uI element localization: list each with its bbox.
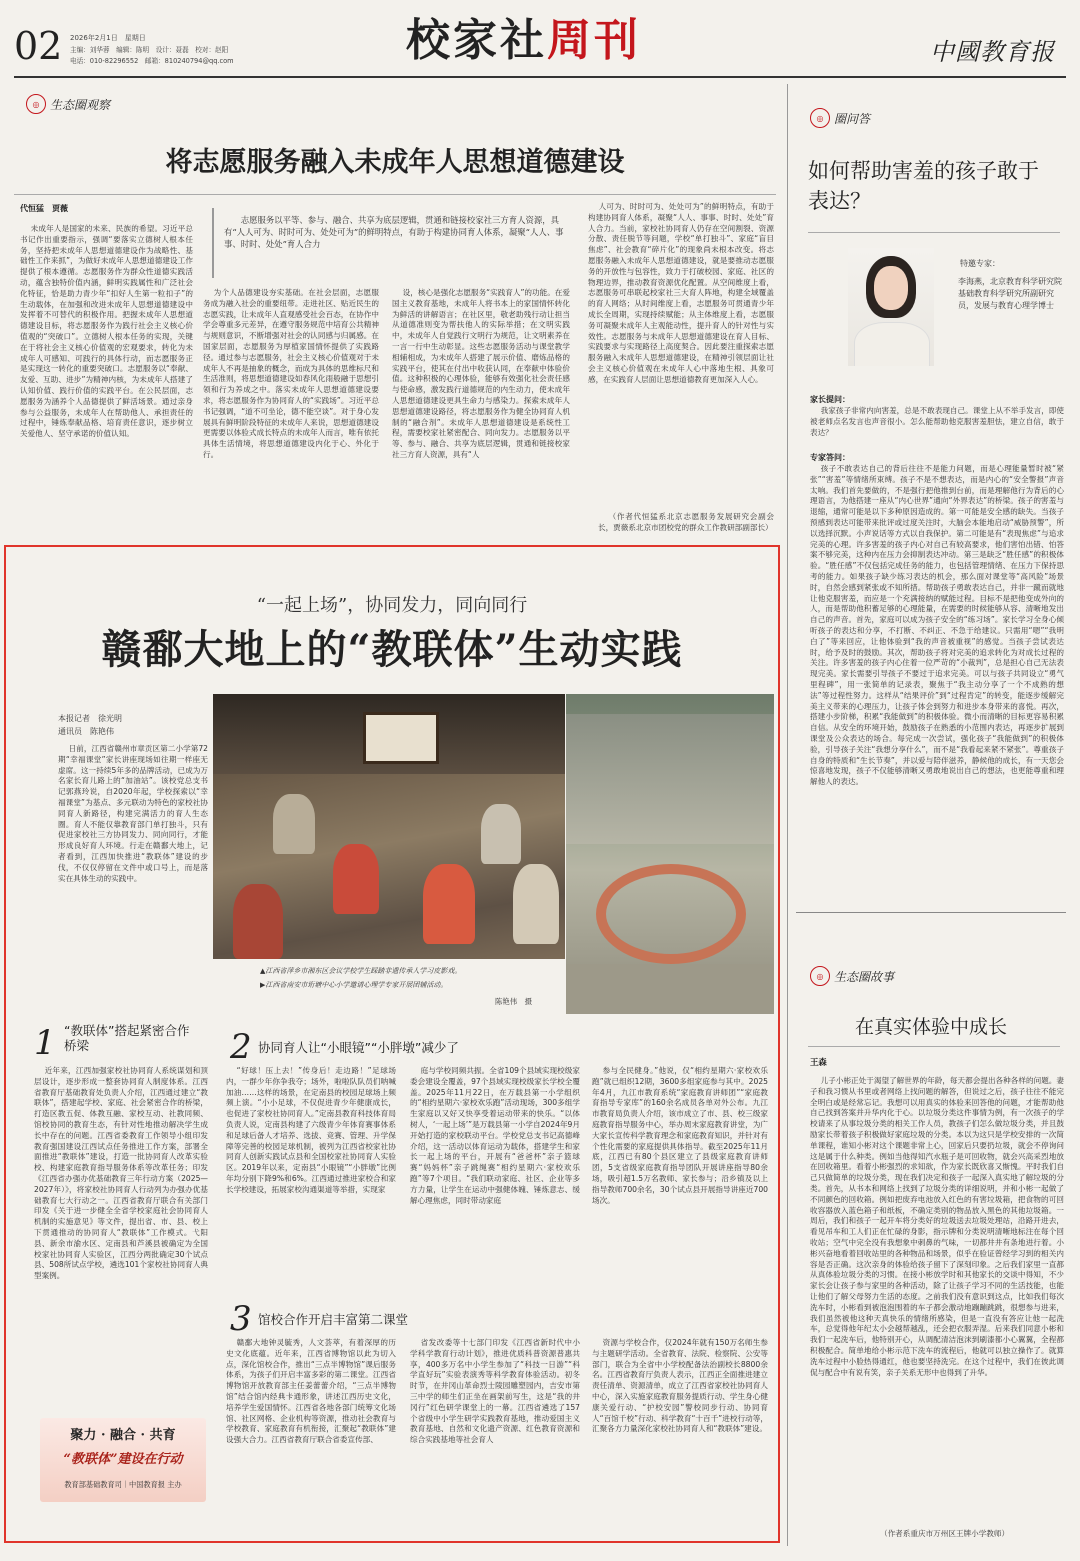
section-3-col-2-text: 省发改委等十七部门印发《江西省新时代中小学科学教育行动计划》，推进优质科普资源普惠共享，400多万名中小学生参加了“科技一日游”“科学直好玩”实验表演秀等科学教育体验活动。初冬时节，在井冈山革命烈士陵园雕塑园内，吉安市第三中学的师生们正坐在画架前写生，这是“我的井冈行”红色研学课堂上的一幕。江西省遴选了157个省级中小学生研学实践教育基地，推动爱国主义教育基地、自然和文化遗产资源、红色教育资源和综合实践基地等社会育人 [410,1338,580,1445]
banner-line-1: 聚力 · 融合 · 共育 [70,1428,176,1443]
article-authors: 代恒猛 贾薇 [20,204,68,213]
eco-circle-icon: ◎ [810,108,830,128]
photo-caption-1: ▲江西省萍乡市湘东区会议学校学生踩踏非遗传承人学习皮影戏。 [260,967,462,975]
question-label: 家长提问： [810,395,850,404]
section-2-col-1 [226,1066,396,1294]
answer-label: 专家答问： [810,453,850,462]
pull-quote-text: 志愿服务以平等、参与、融合、共享为底层逻辑，贯通和链接校家社三方育人资源，具有“人人可为、时时可为、处处可为”的鲜明特点，有助于构建协同育人体系，凝聚“人人、事事、时时、处处”育人合力 [224,215,564,249]
title-rule [14,194,776,195]
story-body [810,1076,1064,1526]
photo-figure [481,804,521,864]
article-col-2-text: 为个人品德建设夯实基础。在社会层面，志愿服务成为融入社会的重要纽带。走进社区、贴近民生的志愿实践，让未成年人直观感受社会百态，在协作中学会尊重多元差异，在遵守服务规范中培育公共精神与规则意识，不断增强对社会的认同感与归属感。在国家层面，志愿服务为厚植家国情怀提供了实践路径。通过参与志愿服务，社会主义核心价值观对于未成年人不再是抽象的概念，而成为具体的思维标尺和生活准则，将思想道德建设如春风化雨般融于思想引领和行为养成之中。落实未成年人思想道德建设要求，将志愿服务作为协同育人的“实践场”。习近平总书记强调，“道不可坐论，德不能空谈”。对于身心发展具有鲜明阶段特征的未成年人来说，思想道德建设更需要以体验式成长特点的未成年人而言，唯有依托具体生活情境，将思想道德建设内化于心、外化于行。 [203,288,379,459]
article-col-3-text: 设，核心是强化志愿服务“实践育人”的功能。在爱国主义教育基地，未成年人将书本上的家国情怀转化为鲜活的讲解语言；在社区里，敬老助残行动让担当从道德准则变为帮扶他人的实际举措；在文明实践中，未成年人自觉践行文明行为规范，让文明素养在一言一行中生动彰显。这些志愿服务活动与课堂教学相辅相成，为未成年人搭建了展示价值、磨炼品格的实践平台，使其在付出中收获认同，在奉献中体验价值。这种积极的心理体验，能够有效强化社会责任感与使命感，激发践行道德规范的内生动力，使未成年人思想道德建设更具生命力与感染力。探索未成年人思想道德建设路径，将志愿服务作为健全协同育人机制的“融合剂”。未成年人思想道德建设是系统性工程，需要校家社紧密配合、同向发力。志愿服务以平等、参与、融合、共享为底层逻辑，贯通和链接校家社三方育人资源，具有“人 [392,288,570,459]
expert-portrait [848,248,934,366]
photo-building [566,714,774,844]
photo-figure [273,794,315,854]
section-tag-label: 生态圈观察 [50,97,111,112]
masthead-accent: 周刊 [547,15,641,66]
photo-circle [596,864,746,964]
story-author: 王森 [810,1057,827,1067]
section-tag-qa-label: 圈问答 [834,111,871,126]
answer-text [810,464,1064,908]
article-author-note: （作者代恒猛系北京志愿服务发展研究会副会长，贾薇系北京市团校党的群众工作教研部副部长） [598,512,774,532]
photo-ground [566,964,774,1014]
question-text-p: 我家孩子非常内向害羞，总是不敢表现自己。课堂上从不举手发言，即使被老师点名发言也声音很小。怎么能帮助他克服害羞胆怯，建立自信，敢于表达？ [810,406,1064,437]
story-title-rule [808,1046,1060,1047]
expert-label: 特邀专家： [960,259,1000,268]
photo-caption-2: ▶江西省南安市珩塘中心小学邀请心理学专家开展团辅活动。 [260,981,448,989]
eco-circle-icon: ◎ [26,94,46,114]
section-2-number: 2 [230,1027,252,1067]
portrait-body [854,322,930,366]
header-editors: 主编：刘华蓉 编辑：陈明 设计：聂磊 校对：赵阳 [70,46,229,54]
section-2-col-2-text: 庭与学校同频共振。全省109个县域实现校级家委会建设全覆盖，97个县域实现校级家长学校全覆盖。2025年11月22日，在万载县第一小学组织的“相约星期六·家校欢乐跑”活动现场，300多组学生家庭以又好又快享受着运动带来的快乐。“以体树人，‘一起上场’”是万载县第一小学自2024年9月开始打造的家校联动平台。学校党总支书记高德峰介绍，这一活动以体育运动为载体，搭建学生和家长一起上场的平台，开展有“爸爸杯”亲子篮球赛“妈妈杯”亲子跳绳赛“相约星期六·家校欢乐跑”等7个项目。“我们联动家庭、社区、企业等多方力量，让学生在运动中强健体魄、锤炼意志、缓解心理焦虑，同时带动家庭 [410,1066,580,1205]
article-col-4-text: 人可为、时时可为、处处可为”的鲜明特点，有助于构建协同育人体系，凝聚“人人、事事、时时、处处”育人合力。当前，家校社协同育人仍存在空间割裂、资源分散、责任脱节等问题，学校“单打独斗”、家庭“盲目焦虑”、社会教育“碎片化”的现象尚未根本改变。将志愿服务融入未成年人思想道德建设，就是要推动志愿服务的开放性与包容性，致力于打破校园、家庭、社区的物理边界，推动教育资源优化配置。从空间维度上看，志愿服务可串联起校家社三大育人阵地，构建全域覆盖的育人网络；从时间维度上看，志愿服务可贯通青少年成长全周期，实现持续赋能；从主体维度上看，志愿服务可凝聚未成年人主观能动性，提升育人的针对性与实效性。志愿服务与未成年人思想道德建设在育人目标、实践要求与实现路径上高度契合。因此要注重探索志愿服务融入未成年人思想道德建设，在精神引领层面让社会主义核心价值观在未成年人心中落地生根、具象可感，在实践育人层面让思想道德教育更加深入人心。 [588,202,774,384]
answer-text-p: 孩子不敢表达自己的背后往往不是能力问题，而是心理能量暂时被“紧张”“害羞”等情绪所束缚。孩子不是不想表达，而是内心的“安全警报”声音太响。我们首先要做的，不是强行把他推到台前，而是理解他行为背后的心理语言，为他搭建一座从“内心世界”通向“外界表达”的桥梁。孩子的害羞与退缩，通常可能是以下多种原因造成的。第一可能是安全感的缺失。当孩子预感到表达可能带来批评或过度关注时，大脑会本能地启动“威胁预警”，所以选择沉默。小声说话等方式以自我保护。第二可能是有“表现焦虑”与追求完美的心理。许多害羞的孩子内心对自己有较高要求，他们害怕出错、怕答案不够完美，这种内在压力会抑制表达冲动。第三是缺乏“胜任感”的积极体验。“胜任感”不仅包括完成任务的能力，也包括管理情绪、在压力下保持思考的能力。如果孩子缺少练习表达的机会，那么面对课堂等“高风险”场景时，自然会感到紧张或不知所措。帮助孩子勇敢表达自己，并非一蹴而就地让他克服害羞，而应是一个充满接纳的赋能过程。目标不是把他变成外向的人，而是帮助他积蓄足够的心理能量，在需要的时候能够从容、清晰地发出自己的声音。首先，家庭可以成为孩子安全的“练习场”。家长学习全身心倾听孩子的表达和分享，不打断、不纠正、不急于给建议。只需用“嗯”“我明白了”等来回应，让他体验到“我的声音被重视”的感觉。当孩子尝试表达时，给予及时的鼓励。其次，帮助孩子将对完美的追求转化为对成长过程的关注。许多害羞的孩子内心住着一位严苛的“小裁判”，总是担心自己无法表现完美。家长需要引导孩子不要过于追求完美。可以与孩子共同设立“勇气里程碑”，用一张简单的记录表，聚焦于“我主动分享了一个不成熟的想法”等过程性努力。这样从“结果评价”到“过程肯定”的转变，能逐步缓解完美主义带来的心理压力，让孩子体会到努力和进步本身带来的喜悦。再次，搭建小步阶梯，积累“我能做到”的积极体验。微小而清晰的目标更容易积累自信。从安全的环境开始，鼓励孩子在熟悉的小范围内表达，再逐步扩展到课堂及公众表达的场合。每完成一次尝试，强化孩子“我能做到”的积极体验，引导孩子关注“我想分享什么”，而不是“我看起来紧不紧张”。尊重孩子自身的特质和“生长节奏”，并以爱与陪伴滋养，静候他的成长，有一天您会惊喜地发现，孩子不仅能够清晰又勇敢地说出自己的想法，也更能尊重和理解他人的表达。 [810,464,1064,787]
header-contact: 电话：010-82296552 邮箱：810240794@qq.com [70,57,234,65]
section-3-col-3-text: 资源与学校合作，仅2024年就有150万名师生参与主题研学活动。全省教育、法院、检察院、公安等部门，联合为全省中小学校配备法治副校长8800余名。江西省教育厅负责人表示，江西正全面推进建立责任清单、资源清单，成立了江西省家校社协同育人中心，深入实施家庭教育服务提质行动、学生身心健康关爱行动、“护校安园”警校同步行动、协同育人“百馆千校”行动、科学教育“十百千”进校行动等，汇聚各方力量深化家校社协同育人和“教联体”建设。 [592,1338,768,1434]
section-1-body-text: 近年来，江西加强家校社协同育人系统谋划和顶层设计，逐步形成一整套协同育人制度体系。江西省教育厅基础教育处负责人介绍，江西通过建立“教联体”，搭建起学校、家庭、社会紧密合作的桥梁，打造区教五促、体教互融、家校互动、社教同频、馆校协同的教育生态，有针对性地推动解决学生成长中存在的问题。江西省委教育工作领导小组印发教育强国建设江西试点任务推进工作方案，部署全面推进“教联体”建设，打造一批协同育人改革实验校、构建家庭教育指导服务体系等改革任务；印发《江西省办强办优基础教育三年行动方案（2025—2027年）》，将家校社协同育人行动列为办强办优基础教育七大行动之一。江西省教育厅联合有关部门印发《关于进一步健全全省学校家庭社会协同育人机制的实施意见》等文件，提出省、市、县、校上下贯通推动的协同育人“教联体”工作模式。弋阳县、新余市渝水区、定南县和芦溪县被确定为全国校家社协同育人实验区，江西分两批确定30个试点县、508所试点学校，遴选101个家校社协同育人典型案例。 [34,1066,208,1281]
page-number: 02 [14,24,63,68]
question-text [810,406,1064,440]
section-3-number: 3 [230,1299,252,1339]
section-2-title: 协同育人让“小眼镜”“小胖墩”减少了 [258,1040,459,1055]
article-col-1-text: 未成年人是国家的未来、民族的希望。习近平总书记作出重要指示，强调“要落实立德树人根本任务，坚持把未成年人思想道德建设作为战略性、基础性工作来抓”，为做好未成年人思想道德建设工作提供了根本遵循。志愿服务作为群众性道德实践活动，蕴含独特价值内涵，鲜明实践属性和广泛社会化特征，恰是助力青少年“扣好人生第一粒扣子”的生动载体，在加强和改进未成年人思想道德建设中发挥着不可替代的积极作用。把握未成年人思想道德建设目标，将志愿服务作为践行社会主义核心价值观的“突破口”。立德树人根本任务的实现，关键在于将社会主义核心价值观的宏观要求，转化为未成年人可感知、可践行的具体行动，而志愿服务正是实现这一转化的重要突破口。志愿服务以“奉献、友爱、互助、进步”为精神内核，为未成年人搭建了认知价值、践行价值的实践平台。在公民层面，志愿服务为涵养个人品德提供了鲜活场景。通过亲身参与公益服务，未成年人在帮助他人、承担责任的过程中，锤炼奉献品格、培育责任意识，逐步树立关爱他人、坚守承诺的价值认知。 [20,224,193,439]
section-tag-observe [26,94,110,114]
photo-shadow-puppetry [213,694,565,959]
story-author-note: （作者系重庆市万州区王牌小学教师） [880,1529,1010,1538]
feature-intro [58,744,208,996]
eco-circle-icon: ◎ [810,966,830,986]
section-3-col-2 [410,1338,580,1534]
campaign-banner [40,1418,206,1502]
paper-name-logo: 中國教育报 [930,38,1055,66]
article-col-2 [203,288,379,536]
section-2-col-3-text: 参与全民健身。”他说，仅“相约星期六·家校欢乐跑”就已组织12期，3600多组家庭参与其中。2025年4月，九江市教育系统“家庭教育讲师团”“家庭教育指导专家库”的160余名成员各单对外公布。九江市教育局负责人介绍，该市成立了市、县、校三级家庭教育指导服务中心，举办周末家庭教育讲堂，为广大家长宣传科学教育理念和家庭教育知识，并针对有个性化需要的家庭提供具体指导。截至2025年11月底，江西已有80个县区建立了县级家庭教育讲师团，5支省级家庭教育指导团队开展讲座指导80余场，吸引超1.5万名教师、家长参与；沿乡镇及以上指导教师700余名，30个试点县开展指导讲座近700场次。 [592,1066,768,1205]
banner-line-3: 教育部基础教育司｜中国教育报 主办 [64,1480,182,1489]
masthead [406,16,641,66]
article-title: 将志愿服务融入未成年人思想道德建设 [165,147,625,178]
section-3-col-1-text: 赣鄱大地钟灵毓秀，人文荟萃，有着深厚的历史文化底蕴。近年来，江西省博物馆以此为切入点，深化馆校合作，推出“三点半博物馆”课后服务体系，为孩子们开启丰富多彩的第二课堂。江西省博物馆开放教育部主任姜蕾蕾介绍，“三点半博物馆”结合馆内经典卡通形象，讲述江西历史文化，培养学生爱国情怀。江西省各地各部门统筹文化场馆、社区网格、企业机构等资源，推动社会教育与学校教育、家庭教育有机衔接，汇聚起“教联体”建设强大合力。江西省教育厅联合省委宣传部、 [226,1338,396,1445]
feature-reporter-1: 本报记者 徐光明 [58,714,122,723]
pull-quote [212,208,584,278]
photo-group-counseling [566,694,774,1014]
feature-title: 赣鄱大地上的“教联体”生动实践 [101,626,683,673]
header-rule [14,76,1066,78]
section-tag-story [810,966,894,986]
portrait-face [874,266,908,310]
section-3-col-3 [592,1338,768,1534]
feature-intro-text: 日前，江西省赣州市章贡区第二小学第72期“幸福课堂”家长讲座现场如往期一样座无虚席。这一持续5年多的品牌活动，已成为万名家长育儿路上的“加油站”。该校党总支书记郭燕玲说，自2020年起，学校探索以“幸福课堂”为基点、多元联动为特色的家校社协同育人新路径，构建完满活力的育人生态圈。育人不能仅靠教育部门单打独斗，只有促进家校社三方协同发力、同向同行，才能形成良好育人环境。行走在赣鄱大地上，记者看到，江西加快推进“教联体”建设的步伐，不仅仅停留在文件中或口号上，而是落实在具体生动的实践中。 [58,744,208,883]
expert-name: 李海燕，北京教育科学研究院基础教育科学研究所副研究员，发展与教育心理学博士 [958,277,1062,310]
banner-line-2: “教联体”建设在行动 [63,1452,183,1467]
article-col-1 [20,224,193,530]
right-section-rule [796,912,1066,913]
section-3-col-1 [226,1338,396,1534]
section-3-title: 馆校合作开启丰富第二课堂 [258,1312,409,1327]
masthead-main: 校家社 [406,15,547,66]
column-divider [787,84,788,1546]
photo-figure [333,844,379,914]
story-title: 在真实体验中成长 [854,1016,1007,1038]
header-date: 2026年2月1日 星期日 [70,34,146,42]
section-1-body [34,1066,208,1408]
story-body-text: 儿子小彬正处于渴望了解世界的年龄，每天都会提出各种各样的问题。妻子和我习惯从书里或者网络上找问题的解答，但说过之后，孩子往往不能完全明白或是经常忘记。我想可以用真实的体验来回答他的问题，才能帮助他自己找到答案并升华内化于心。以垃圾分类这件事情为例，有一次孩子的学校请来了从事垃圾分类的相关工作人员，教孩子们怎么做垃圾分类，并且鼓励家长带着孩子积极做好家庭垃圾的分类。本以为这只是学校安排的一次简单课程，谁知小彬对这个课题非常上心，回家后只要扔垃圾，就会不停询问这是属于什么种类。例如当他得知汽水瓶子是可回收物，就会兴高采烈地放在回收箱里。看着小彬强烈的求知欲，作为家长既欣喜又惭愧。平时我们自己只做简单的垃圾分类，现在我们决定和孩子一起深入真实地了解垃圾的分类。首先，从书本和网络上找到了垃圾分类的详细说明，并和小彬一起做了不同颜色的回收箱。例如把废弃电池放入红色的有害垃圾箱，把食物的可回收容器放入蓝色箱子和纸板，不确定类别的物品放入黑色的其他垃圾箱。一周后，我们和孩子一起开车将分类好的垃圾送去垃圾处理站，沿路开进去，看见吊车和工人们正在忙碌的身影，指示牌和分类说明清晰地标注在每个回收站；空气中完全没有我想象中刺鼻的气味，一切都井井有条地进行着。小彬兴奋地看着回收站里的各种物品和场景，似乎在验证曾经学习到的相关内容是否正确。这次亲身的体验给孩子留下了深刻印象。之后我们家里一直都从真体验垃圾分类的习惯。在接小彬放学时和其他家长的交谈中得知，不少家长会让孩子参与家里的各种活动，除了让孩子学习不同的生活技能，也能让他们了解父母努力生活的态度。之前我们没有意识到这点，比如我们每次洗车时，小彬看到被泡泡围着的车子都会激动地蹦蹦跳跳，很想参与进来，我们虽然被他这种天真快乐的情绪所感染，但是一直没有答应让他一起洗车，总觉得他年纪太小会越帮越乱，还会把衣服弄湿。后来我们同意小彬和我们一起洗车后，他特别开心，从调配清洁泡沫到刷漆都小心翼翼，全程都积极配合。简单地给小彬示范下洗车的流程后，他就可以独立操作了。就算洗车过程中小脸热得通红，他也要坚持洗完。在这个过程中，我们在彼此调侃与配合中有说有笑，亲子关系无形中也得到了升华。 [810,1076,1064,1377]
photo-figure [423,864,475,944]
section-tag-qa [810,108,870,128]
article-col-3 [392,288,570,536]
photo-figure [233,884,283,959]
feature-reporter-2: 通讯员 陈艳伟 [58,727,114,736]
feature-kicker: “一起上场”，协同发力，同向同行 [256,595,528,616]
qa-title-rule [808,232,1060,233]
section-1-title: “教联体”搭起紧密合作桥梁 [64,1023,190,1053]
section-tag-story-label: 生态圈故事 [834,969,895,984]
section-1-number: 1 [34,1023,56,1063]
section-2-col-1-text: “好球！压上去！”传身后！走边路！”足球场内，一群少年你争我夺；场外，啦啦队队员们呐喊加油……这样的场景，在定南县的校园足球场上频频上演。“小小足球，不仅促进青少年健康成长，也促进了家校社协同育人。”定南县教育科技体育局负责人说，定南县构建了六级青少年体育赛事体系和足球后备人才培养、选拔、竞赛、管理、升学保障等完善的校园足球机制，被列为江西省校家社协同育人创新实践试点县和全国校家社协同育人实验区。2019年以来，定南县“小眼镜”“小胖墩”比例年均分别下降9%和6%。江西通过推进家校合和家长学校建设，拓展家校沟通渠道等举措，实现家 [226,1066,396,1194]
photo-credit: 陈艳伟 摄 [495,997,532,1006]
section-2-col-2 [410,1066,580,1294]
photo-figure [513,864,559,944]
photo-screen [363,712,439,764]
section-2-col-3 [592,1066,768,1294]
qa-title: 如何帮助害羞的孩子敢于表达？ [808,159,1039,213]
article-col-4 [588,202,774,510]
